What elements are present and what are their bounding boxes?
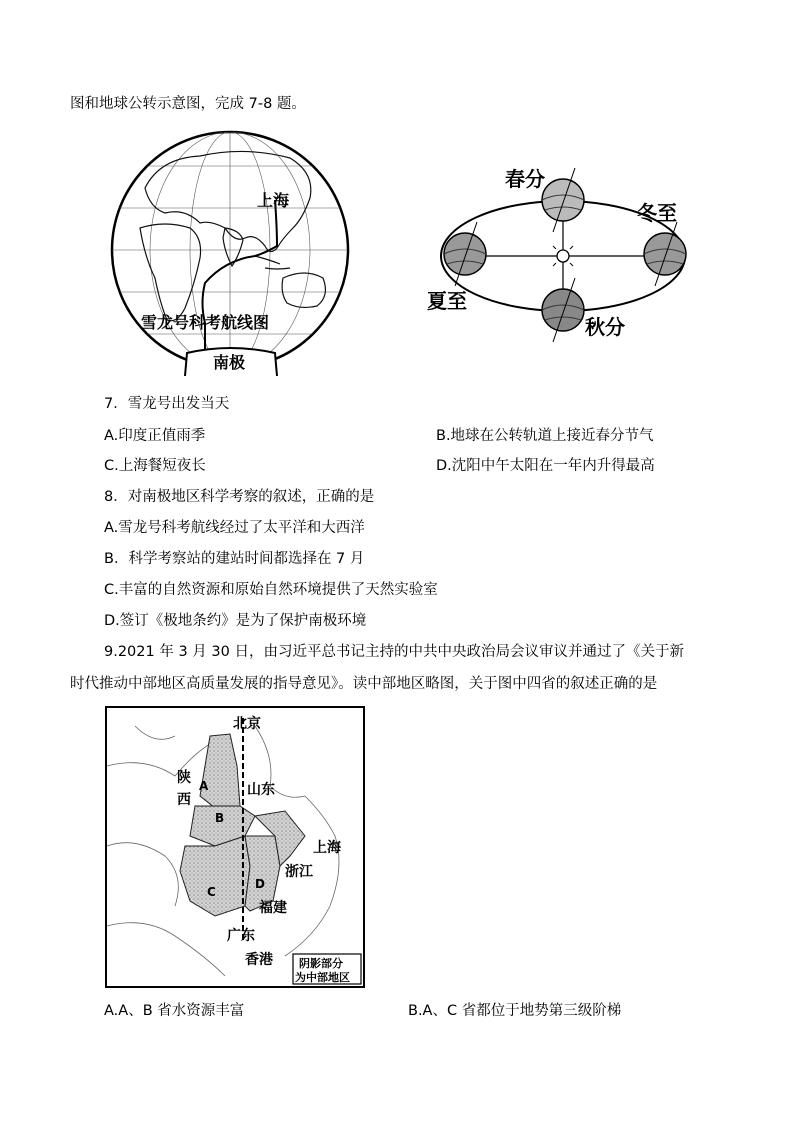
label-shanghai: 上海: [257, 191, 290, 210]
label-winter: 冬至: [637, 201, 677, 225]
label-route: 雪龙号科考航线图: [141, 313, 270, 332]
label-fujian: 福建: [259, 900, 287, 916]
label-autumn: 秋分: [585, 315, 625, 339]
label-guangdong: 广东: [227, 928, 255, 944]
label-d: D: [255, 877, 265, 891]
map-legend-line1: 阴影部分: [299, 957, 343, 970]
label-antarctica: 南极: [213, 353, 246, 372]
q8-option-c: C.丰富的自然资源和原始自然环境提供了天然实验室: [104, 582, 438, 598]
q7-option-a: A.印度正值雨季: [104, 428, 206, 444]
q9-option-a: A.A、B 省水资源丰富: [104, 1003, 245, 1019]
map-legend-line2: 为中部地区: [295, 971, 350, 984]
label-beijing: 北京: [233, 716, 261, 732]
label-hongkong: 香港: [245, 952, 273, 968]
label-a: A: [199, 779, 209, 793]
q9-stem-line2: 时代推动中部地区高质量发展的指导意见》。读中部地区略图，关于图中四省的叙述正确的是: [70, 676, 658, 692]
central-china-map: [105, 706, 365, 988]
intro-text: 图和地球公转示意图，完成 7-8 题。: [70, 96, 306, 112]
q7-option-d: D.沈阳中午太阳在一年内升得最高: [436, 458, 655, 474]
label-zhejiang: 浙江: [285, 864, 313, 880]
q8-option-a: A.雪龙号科考航线经过了太平洋和大西洋: [104, 520, 365, 536]
label-shandong: 山东: [247, 782, 275, 798]
q9-option-b: B.A、C 省都位于地势第三级阶梯: [408, 1003, 622, 1019]
label-b: B: [215, 811, 225, 825]
label-shaanxi-1: 陕: [177, 770, 191, 786]
label-spring: 春分: [505, 167, 545, 191]
q7-option-c: C.上海餐短夜长: [104, 458, 206, 474]
earth-orbit-figure: [425, 158, 705, 348]
q8-option-d: D.签订《极地条约》是为了保护南极环境: [104, 613, 367, 629]
q8-stem: 8．对南极地区科学考察的叙述，正确的是: [104, 489, 375, 505]
q9-stem-line1: 9.2021 年 3 月 30 日，由习近平总书记主持的中共中央政治局会议审议并通过了《关于新: [104, 644, 684, 660]
globe-route-figure: [105, 128, 355, 376]
label-c: C: [207, 885, 216, 899]
label-shaanxi-2: 西: [177, 792, 191, 808]
q7-stem: 7．雪龙号出发当天: [104, 396, 230, 412]
label-summer: 夏至: [427, 289, 467, 313]
q7-option-b: B.地球在公转轨道上接近春分节气: [436, 428, 654, 444]
q8-option-b: B．科学考察站的建站时间都选择在 7 月: [104, 551, 365, 567]
earth-winter-icon: [644, 222, 686, 286]
label-shanghai: 上海: [313, 840, 341, 856]
